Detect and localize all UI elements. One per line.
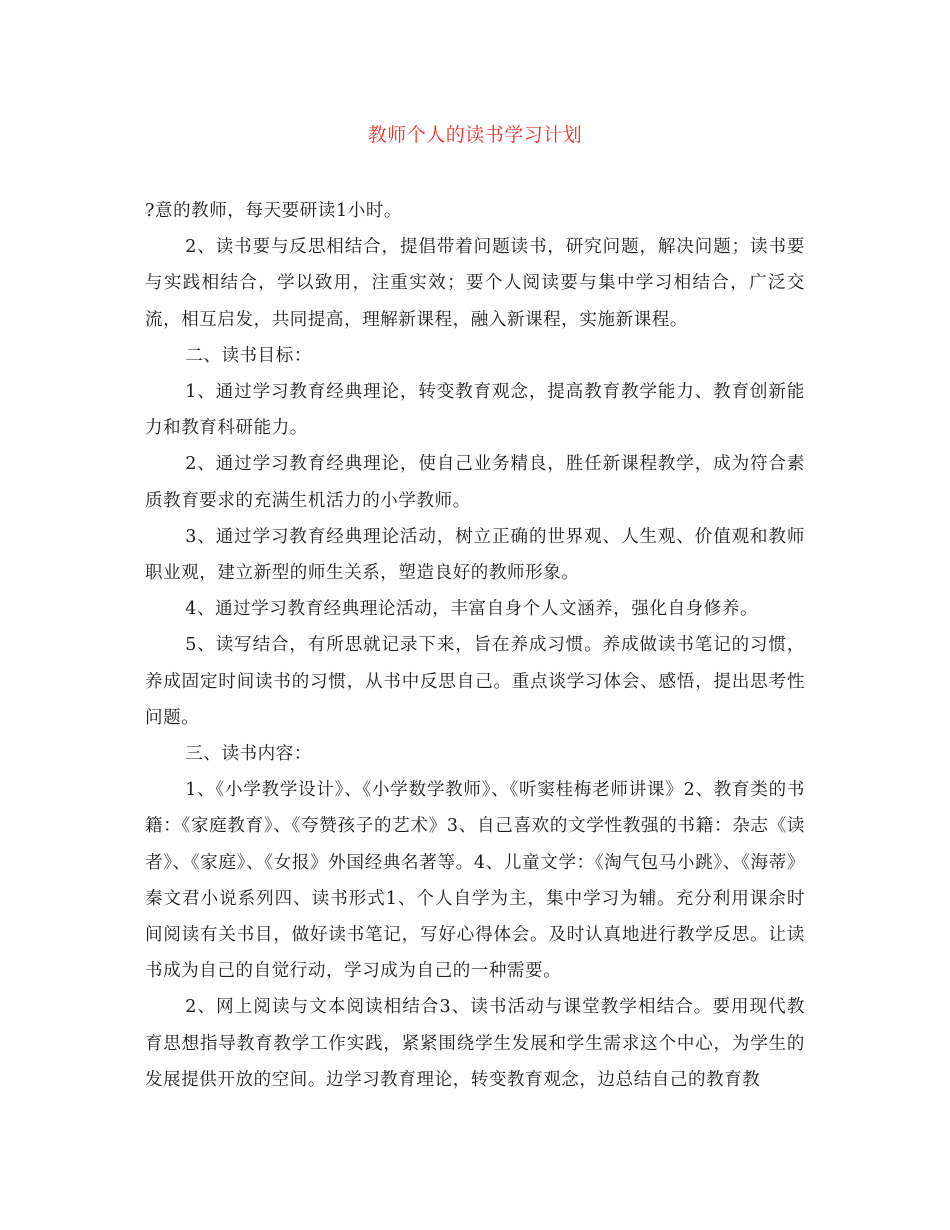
document-body <box>145 193 805 1098</box>
section-heading-goals: 二、读书目标： <box>185 345 312 366</box>
paragraph-1: 2、读书要与反思相结合，提倡带着问题读书，研究问题，解决问题；读书要与实践相结合，学以致用，注重实效；要个人阅读要与集中学习相结合，广泛交流，相互启发，共同提高，理解新课程，融入新课程，实施新课程。 <box>145 237 805 330</box>
paragraph-3: 1、通过学习教育经典理论，转变教育观念，提高教育教学能力、教育创新能力和教育科研能力。 <box>145 382 805 439</box>
paragraph-6: 4、通过学习教育经典理论活动，丰富自身个人文涵养，强化自身修养。 <box>185 599 759 620</box>
document-title: 教师个人的读书学习计划 <box>367 124 583 146</box>
paragraph-9: 1、《小学教学设计》、《小学数学教师》、《听窦桂梅老师讲课》2、教育类的书籍：《家庭教育》、《夸赞孩子的艺术》3、自己喜欢的文学性教强的书籍：杂志《读者》、《家庭》、《女报》外国经典名著等。4、儿童文学：《淘气包马小跳》、《海蒂》秦文君小说系列四、读书形式1、个人自学为主，集中学习为辅。充分利用课余时间阅读有关书目，做好读书笔记，写好心得体会。及时认真地进行教学反思。让读书成为自己的自觉行动，学习成为自己的一种需要。 <box>145 780 805 982</box>
paragraph-7: 5、读写结合，有所思就记录下来，旨在养成习惯。养成做读书笔记的习惯，养成固定时间读书的习惯，从书中反思自己。重点谈学习体会、感悟，提出思考性问题。 <box>145 635 805 728</box>
paragraph-10: 2、网上阅读与文本阅读相结合3、读书活动与课堂教学相结合。要用现代教育思想指导教育教学工作实践，紧紧围绕学生发展和学生需求这个中心，为学生的发展提供开放的空间。边学习教育理论，转变教育观念，边总结自己的教育教 <box>145 997 805 1090</box>
paragraph-0: ?意的教师，每天要研读1小时。 <box>145 201 403 221</box>
paragraph-5: 3、通过学习教育经典理论活动，树立正确的世界观、人生观、价值观和教师职业观，建立新型的师生关系，塑造良好的教师形象。 <box>145 526 805 584</box>
paragraph-4: 2、通过学习教育经典理论，使自己业务精良，胜任新课程教学，成为符合素质教育要求的充满生机活力的小学教师。 <box>145 454 805 511</box>
section-heading-content: 三、读书内容： <box>185 744 312 765</box>
